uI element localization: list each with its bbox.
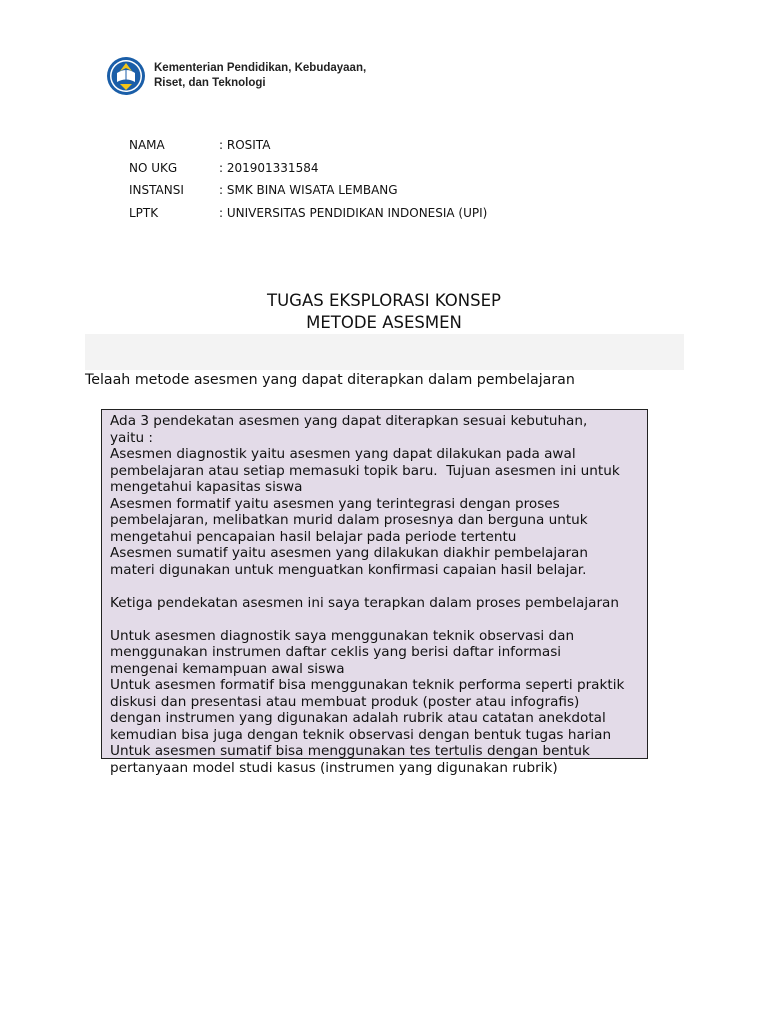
answer-line: materi digunakan untuk menguatkan konfirmasi capaian hasil belajar.: [110, 561, 587, 578]
answer-line: yaitu :: [110, 429, 153, 446]
identity-label: NAMA: [129, 138, 165, 152]
tut-wuri-handayani-logo: [106, 55, 146, 97]
answer-line: Ketiga pendekatan asesmen ini saya terapkan dalam proses pembelajaran: [110, 594, 619, 611]
identity-value: : UNIVERSITAS PENDIDIKAN INDONESIA (UPI): [219, 206, 488, 221]
identity-row-lptk: [129, 206, 487, 229]
task-prompt: Telaah metode asesmen yang dapat diterapkan dalam pembelajaran: [85, 372, 575, 388]
ministry-name: [154, 61, 366, 91]
ministry-name-line2: Riset, dan Teknologi: [154, 77, 266, 89]
answer-line: Asesmen diagnostik yaitu asesmen yang dapat dilakukan pada awal: [110, 446, 576, 462]
document-title: [0, 290, 768, 334]
identity-label: LPTK: [129, 206, 159, 221]
answer-line: Untuk asesmen sumatif bisa menggunakan tes tertulis dengan bentuk: [110, 743, 590, 759]
answer-line: Untuk asesmen formatif bisa menggunakan teknik performa seperti praktik: [110, 677, 625, 693]
answer-line: diskusi dan presentasi atau membuat produk (poster atau infografis): [110, 693, 580, 710]
ministry-name-line1: Kementerian Pendidikan, Kebudayaan,: [154, 62, 367, 74]
identity-row-nama: [129, 138, 487, 161]
identity-value: : SMK BINA WISATA LEMBANG: [219, 183, 398, 198]
identity-block: [129, 138, 487, 229]
identity-label: NO UKG: [129, 160, 178, 175]
answer-line: menggunakan instrumen daftar ceklis yang berisi daftar informasi: [110, 644, 562, 660]
answer-line: mengetahui pencapaian hasil belajar pada periode tertentu: [110, 528, 517, 545]
document-title-line1: TUGAS EKSPLORASI KONSEP: [267, 291, 501, 310]
identity-row-no-ukg: [129, 161, 487, 184]
answer-line: pembelajaran atau setiap memasuki topik baru. Tujuan asesmen ini untuk: [110, 462, 620, 479]
answer-line: mengetahui kapasitas siswa: [110, 479, 303, 495]
answer-line: Asesmen sumatif yaitu asesmen yang dilakukan diakhir pembelajaran: [110, 545, 588, 561]
identity-value: : ROSITA: [219, 138, 271, 152]
answer-line: Ada 3 pendekatan asesmen yang dapat diterapkan sesuai kebutuhan,: [110, 413, 588, 429]
answer-text: [110, 413, 650, 776]
answer-line: pertanyaan model studi kasus (instrumen yang digunakan rubrik): [110, 759, 558, 776]
answer-line: mengenai kemampuan awal siswa: [110, 660, 345, 677]
identity-label: INSTANSI: [129, 183, 184, 198]
answer-line: Asesmen formatif yaitu asesmen yang terintegrasi dengan proses: [110, 495, 560, 512]
answer-line: pembelajaran, melibatkan murid dalam prosesnya dan berguna untuk: [110, 512, 588, 528]
answer-line: kemudian bisa juga dengan teknik observasi dengan bentuk tugas harian: [110, 726, 612, 743]
answer-line: [110, 578, 650, 595]
answer-line: dengan instrumen yang digunakan adalah rubrik atau catatan anekdotal: [110, 710, 606, 726]
identity-row-instansi: [129, 183, 487, 206]
identity-value: : 201901331584: [219, 160, 319, 175]
grey-band: [85, 334, 684, 370]
answer-line: [110, 611, 650, 628]
answer-line: Untuk asesmen diagnostik saya menggunakan teknik observasi dan: [110, 627, 575, 644]
ministry-header: [106, 55, 366, 97]
document-title-line2: METODE ASESMEN: [306, 313, 462, 332]
